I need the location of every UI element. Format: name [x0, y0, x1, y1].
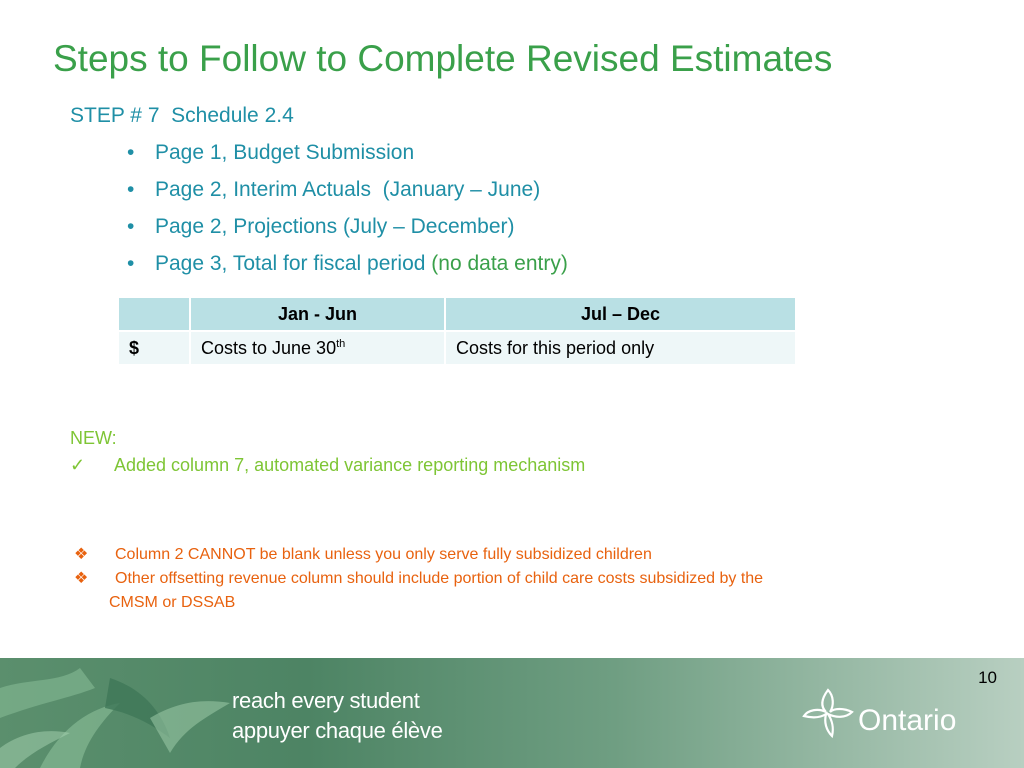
note-text: Other offsetting revenue column should include portion of child care costs subsidized by the — [115, 570, 764, 587]
bullet-item — [120, 177, 568, 214]
table-row — [118, 331, 796, 365]
page-number: 10 — [978, 668, 997, 687]
brand-wordmark: Ontario — [858, 704, 957, 737]
bullet-text: Page 1, Budget Submission — [155, 141, 415, 164]
bullet-text: Page 3, Total for fiscal period — [155, 252, 432, 275]
table-cell-symbol: $ — [118, 331, 190, 365]
bullet-dot-icon: • — [127, 215, 135, 238]
tagline-french: appuyer chaque élève — [232, 718, 443, 743]
table-header-cell: Jan - Jun — [190, 297, 445, 331]
slide-title: Steps to Follow to Complete Revised Estimates — [53, 38, 833, 79]
cell-text: Costs to June 30 — [201, 337, 337, 358]
table-header-row — [118, 297, 796, 331]
step-bullet-list — [120, 140, 568, 288]
table-cell — [190, 331, 445, 365]
bullet-dot-icon: • — [127, 141, 135, 164]
period-table — [117, 296, 797, 366]
trillium-logo-icon — [800, 684, 856, 740]
bullet-text: Page 2, Interim Actuals (January – June) — [155, 178, 541, 201]
table-cell: Costs for this period only — [445, 331, 796, 365]
bullet-item — [120, 214, 568, 251]
note-text: Column 2 CANNOT be blank unless you only serve fully subsidized children — [115, 546, 652, 563]
new-label: NEW: — [70, 428, 117, 448]
bullet-note: (no data entry) — [431, 252, 568, 275]
bullet-text: Page 2, Projections (July – December) — [155, 215, 515, 238]
bullet-dot-icon: • — [127, 178, 135, 201]
diamond-bullet-icon: ❖ — [74, 546, 89, 563]
diamond-bullet-icon: ❖ — [74, 570, 89, 587]
step-heading: STEP # 7 Schedule 2.4 — [70, 104, 294, 127]
new-section — [70, 428, 585, 476]
note-item — [70, 543, 975, 567]
new-item-text: Added column 7, automated variance reporting mechanism — [114, 455, 586, 475]
bullet-item — [120, 140, 568, 177]
tagline-english: reach every student — [232, 688, 420, 713]
footer-banner — [0, 658, 1024, 768]
table-header-cell — [118, 297, 190, 331]
table-header-cell: Jul – Dec — [445, 297, 796, 331]
bullet-item — [120, 251, 568, 288]
checkmark-icon: ✓ — [70, 455, 86, 475]
note-item — [70, 567, 975, 615]
bullet-dot-icon: • — [127, 252, 135, 275]
notes-section — [70, 543, 975, 615]
new-item — [70, 455, 585, 476]
cell-superscript: th — [336, 337, 346, 350]
leaf-decoration-icon — [0, 658, 260, 768]
note-text-continued: CMSM or DSSAB — [109, 594, 236, 611]
